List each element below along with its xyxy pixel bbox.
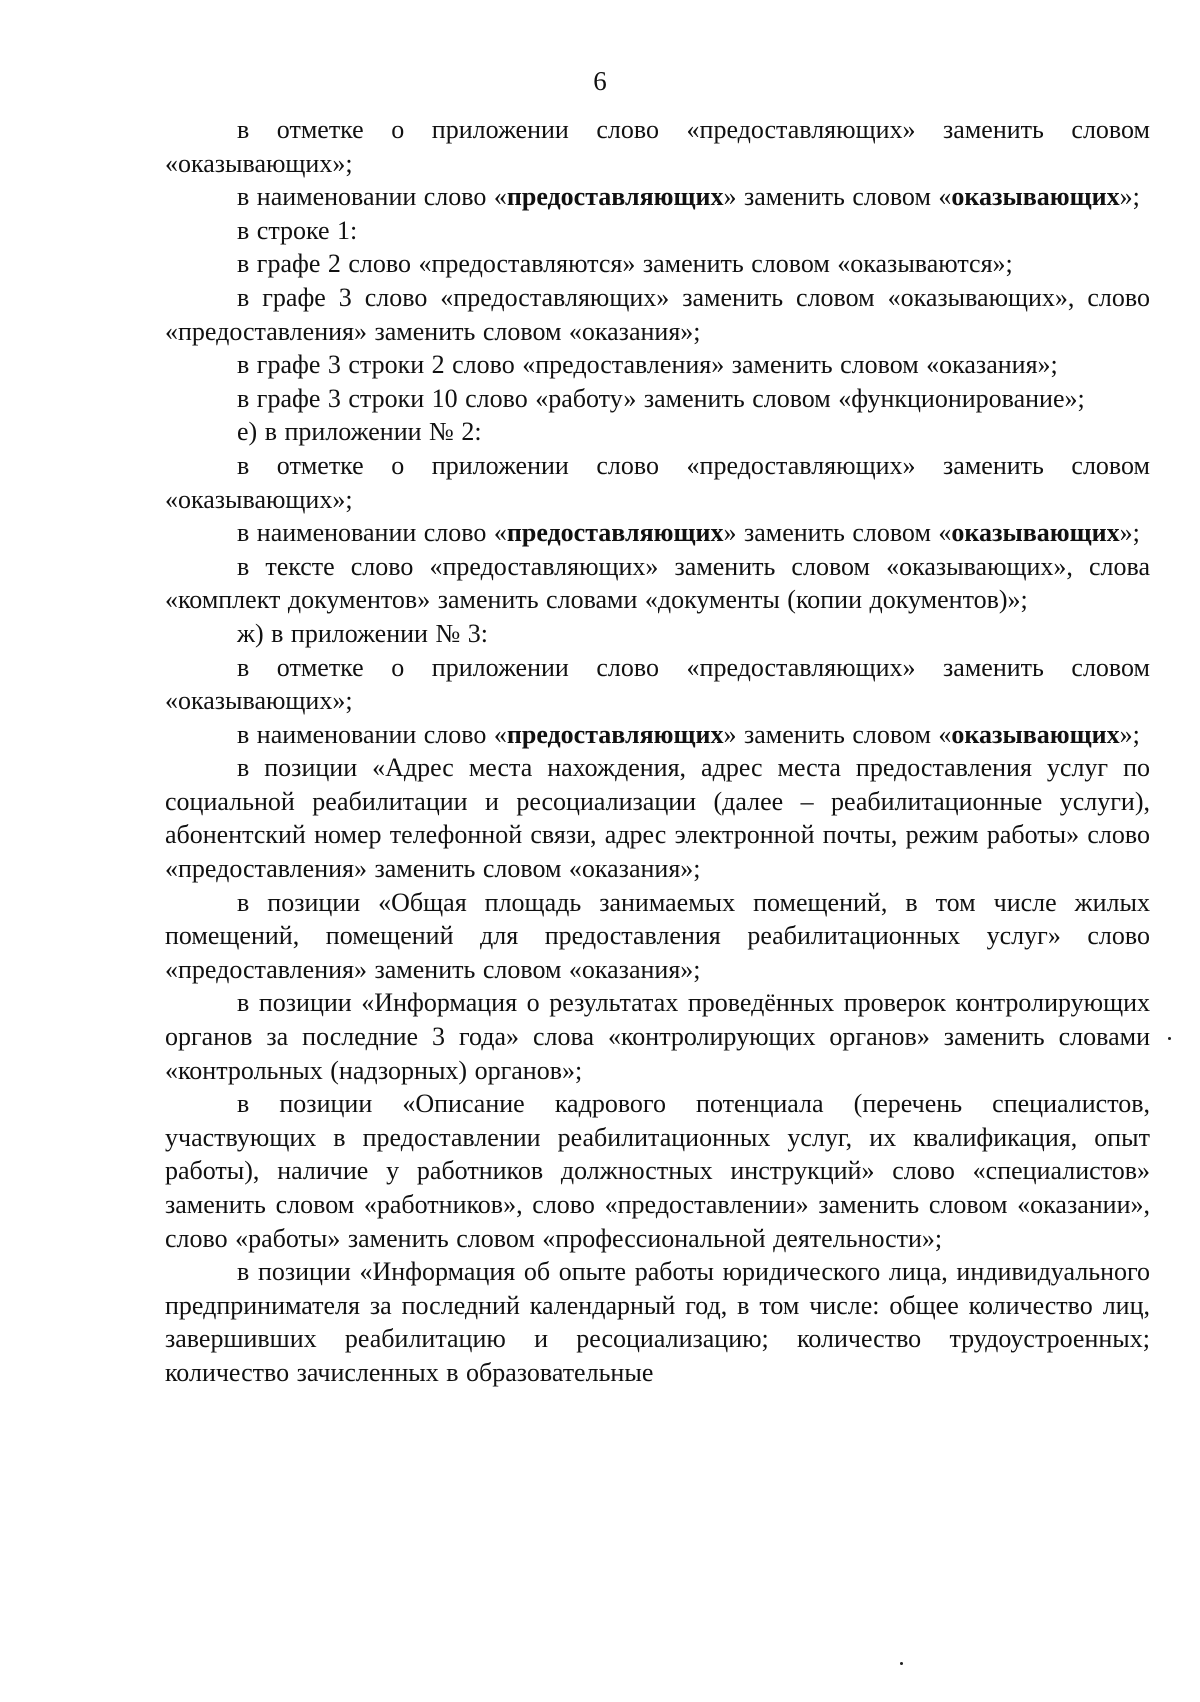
text-run: в позиции «Общая площадь занимаемых помещений, в том числе жилых помещений, помещений для предоставления реабилитационных услуг» слово «предоставления» заменить словом «оказания»; (165, 887, 1150, 984)
text-run: в тексте слово «предоставляющих» заменить словом «оказывающих», слова «комплект документов» заменить словами «документы (копии документов)»; (165, 551, 1150, 615)
text-run: в позиции «Описание кадрового потенциала (перечень специалистов, участвующих в предоставлении реабилитационных услуг, их квалификация, опыт работы), наличие у работников должностных инструкций» слово «специалистов» заменить словом «работников», слово «предоставлении» заменить словом «оказании», слово «работы» заменить словом «профессиональной деятельности»; (165, 1089, 1150, 1253)
text-run: в позиции «Информация о результатах проведённых проверок контролирующих органов за последние 3 года» слова «контролирующих органов» заменить словами «контрольных (надзорных) органов»; (165, 988, 1150, 1085)
text-run: »; (1119, 182, 1140, 212)
text-run: в строке 1: (237, 215, 358, 245)
text-run: » заменить словом « (723, 182, 952, 212)
text-run: »; (1119, 518, 1140, 548)
paragraph (165, 751, 1150, 885)
text-run: »; (1119, 719, 1140, 749)
text-run: е) в приложении № 2: (237, 417, 482, 447)
document-body (165, 113, 1150, 1390)
paragraph (165, 550, 1150, 617)
paragraph (165, 516, 1150, 550)
text-run: в наименовании слово « (237, 719, 507, 749)
scan-speck (1168, 1037, 1171, 1040)
text-run: в позиции «Адрес места нахождения, адрес места предоставления услуг по социальной реабилитации и ресоциализации (далее – реабилитационные услуги), абонентский номер телефонной связи, адрес электронной почты, режим работы» слово «предоставления» заменить словом «оказания»; (165, 753, 1150, 884)
paragraph (165, 718, 1150, 752)
page-number: 6 (593, 66, 607, 96)
paragraph (165, 113, 1150, 180)
paragraph (165, 651, 1150, 718)
bold-text: предоставляющих (506, 182, 724, 212)
paragraph (165, 214, 1150, 248)
paragraph (165, 415, 1150, 449)
paragraph (165, 1087, 1150, 1255)
paragraph (165, 247, 1150, 281)
bold-text: оказывающих (951, 182, 1120, 212)
bold-text: предоставляющих (506, 518, 724, 548)
paragraph (165, 382, 1150, 416)
paragraph (165, 449, 1150, 516)
text-run: в графе 2 слово «предоставляются» заменить словом «оказываются»; (237, 249, 1013, 279)
text-run: » заменить словом « (723, 518, 952, 548)
text-run: в наименовании слово « (237, 518, 507, 548)
bold-text: оказывающих (951, 518, 1120, 548)
text-run: в графе 3 строки 2 слово «предоставления» заменить словом «оказания»; (237, 350, 1058, 380)
paragraph (165, 180, 1150, 214)
paragraph (165, 986, 1150, 1087)
text-run: в графе 3 строки 10 слово «работу» заменить словом «функционирование»; (237, 383, 1085, 413)
text-run: в наименовании слово « (237, 182, 507, 212)
text-run: в отметке о приложении слово «предоставляющих» заменить словом «оказывающих»; (165, 652, 1150, 716)
paragraph (165, 617, 1150, 651)
text-run: в графе 3 слово «предоставляющих» заменить словом «оказывающих», слово «предоставления» заменить словом «оказания»; (165, 282, 1150, 346)
paragraph (165, 281, 1150, 348)
paragraph (165, 348, 1150, 382)
text-run: в отметке о приложении слово «предоставляющих» заменить словом «оказывающих»; (165, 115, 1150, 178)
text-run: ж) в приложении № 3: (237, 618, 488, 648)
bold-text: оказывающих (951, 719, 1120, 749)
text-run: в отметке о приложении слово «предоставляющих» заменить словом «оказывающих»; (165, 450, 1150, 514)
text-run: в позиции «Информация об опыте работы юридического лица, индивидуального предпринимателя за последний календарный год, в том числе: общее количество лиц, завершивших реабилитацию и ресоциализацию; количество трудоустроенных; количество зачисленных в образовательные (165, 1257, 1150, 1387)
paragraph (165, 886, 1150, 987)
scan-speck (900, 1662, 903, 1665)
paragraph (165, 1255, 1150, 1389)
bold-text: предоставляющих (506, 719, 724, 749)
text-run: » заменить словом « (723, 719, 952, 749)
